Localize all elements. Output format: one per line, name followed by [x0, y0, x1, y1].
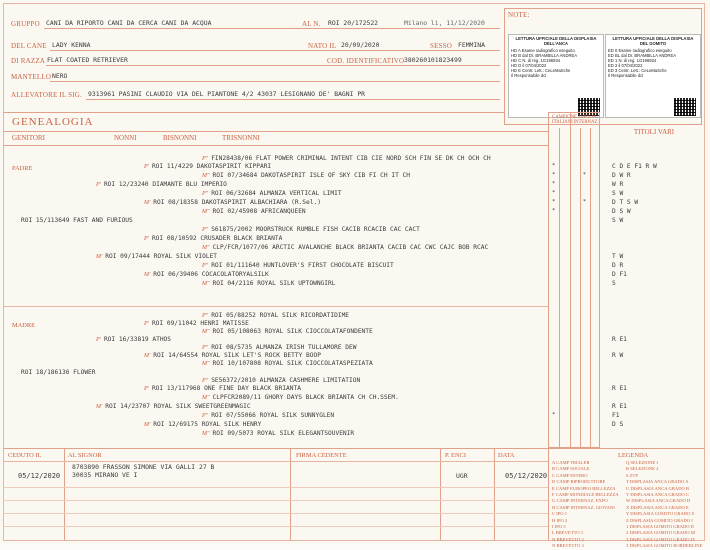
- legend-item: 3 DISPLASIA GOMITO GRADO IV: [626, 536, 696, 542]
- row-tag: M": [202, 395, 210, 401]
- legend-item: A CAMP TRIALER: [552, 460, 590, 465]
- legend-item: B CAMP SOCIALE: [552, 466, 590, 472]
- titoli-value: D S: [612, 421, 624, 428]
- elbow-stamp-line: ED 2 il 07/04/2022: [608, 63, 643, 68]
- pedigree-row: [144, 163, 692, 172]
- row-text: ROI 14/64554 ROYAL SILK LET'S ROCK BETTY BOOP: [153, 352, 321, 359]
- row-text: ROI 08/18358 DAKOTASPIRIT ALBACHIARA (R.Sel.): [153, 199, 321, 206]
- legend-item: 2 DISPLASIA GOMITO GRADO III: [626, 530, 696, 536]
- pedigree-row: [144, 235, 692, 244]
- titoli-value: S W: [612, 190, 624, 197]
- pedigree-row: [202, 244, 710, 253]
- ceduto-label: CEDUTO IL: [8, 452, 42, 459]
- cod-label: COD. IDENTIFICATIVO: [327, 57, 405, 65]
- row-tag: P": [202, 413, 209, 419]
- rule: [3, 526, 548, 527]
- legend-item: L BREVETTO 1: [552, 530, 584, 536]
- pedigree-row: [202, 172, 710, 181]
- row-tag: P": [202, 156, 209, 162]
- pedigree-row: [96, 253, 644, 262]
- row-tag: M": [202, 431, 210, 437]
- pedigree-row: [144, 271, 692, 280]
- titoli-value: C D E F1 R W: [612, 163, 657, 170]
- legend-item: H IPO 2: [552, 517, 568, 523]
- pedigree-row: [144, 199, 692, 208]
- row-text: ROI 09/17444 ROYAL SILK VIOLET: [105, 253, 218, 260]
- elbow-stamp-line: ED 3 Centr. Lett.: CeLeMaSche: [608, 68, 667, 73]
- legend-item: G CAMP INTERNAZ. EXPO: [552, 498, 608, 504]
- pedigree-row: [202, 412, 710, 421]
- row-tag: M": [202, 209, 210, 215]
- legend-item: Q SELEZIONE I: [626, 460, 658, 465]
- pedigree-row: [202, 394, 710, 403]
- row-text: ROI 01/111640 HUNTLOVER'S FIRST CHOCOLATE BISCUIT: [211, 262, 394, 269]
- rule: [3, 461, 548, 462]
- ceduto-value: 05/12/2020: [18, 472, 61, 480]
- row-tag: M': [96, 254, 103, 260]
- row-text: ROI 16/33819 ATHOS: [103, 336, 172, 343]
- pedigree-row: [96, 403, 644, 412]
- pedigree-row: [18, 217, 566, 226]
- hip-stamp-line: HD D il 07/04/2022: [511, 63, 547, 68]
- pedigree-row: [202, 190, 710, 199]
- legend-item: N BREVETTO 3: [552, 543, 584, 549]
- data-label: DATA: [498, 452, 515, 459]
- titoli-value: D F1: [612, 271, 627, 278]
- legend-right-column: [626, 460, 702, 550]
- row-text: ROI 05/108063 ROYAL SILK CIOCCOLATAFONDENTE: [212, 328, 373, 335]
- row-tag: P": [202, 191, 209, 197]
- row-text: ROI 07/55066 ROYAL SILK SUNNYGLEN: [211, 412, 335, 419]
- rule: [50, 81, 500, 82]
- rule: [3, 306, 548, 307]
- row-tag: P': [144, 236, 149, 242]
- legend-item: C CAMP ESTERO: [552, 472, 588, 478]
- row-tag: P": [202, 378, 209, 384]
- madre-label: MADRE: [12, 322, 36, 329]
- rule: [3, 448, 705, 449]
- row-text: S61875/2002 MOORSTRUCK RUMBLE FISH CACIB RCACIB CAC CACT: [211, 226, 420, 233]
- row-text: ROI 11/4229 DAKOTASPIRIT KIPPARI: [151, 163, 272, 170]
- elbow-stamp-line: Il Responsabile dcl: [608, 73, 644, 78]
- row-tag: M': [96, 404, 103, 410]
- campioni-mark: *: [552, 208, 556, 214]
- allevatore-label: ALLEVATORE IL SIG.: [11, 91, 82, 99]
- elbow-stamp-title: LETTURA UFFICIALE DELLA DISPLASIA DEL GOMITO: [612, 36, 694, 46]
- data-value: 05/12/2020: [505, 472, 548, 480]
- al-n-place: Milano li, 11/12/2020: [404, 19, 485, 27]
- rule: [548, 448, 549, 540]
- titoli-value: T W: [612, 253, 624, 260]
- titoli-value: F1: [612, 412, 620, 419]
- legend-item: 3 DISPLASIA GOMITO BORDERLINE: [626, 543, 703, 549]
- row-tag: M": [202, 245, 210, 251]
- legend-item: T DISPLASIA ANCA GRADO A: [626, 479, 689, 485]
- row-tag: P": [202, 345, 209, 351]
- row-text: SE56372/2010 ALMANZA CASHMERE LIMITATION: [211, 377, 361, 384]
- pedigree-row: [202, 280, 710, 289]
- hip-stamp-line: Il Responsabile dcl: [511, 73, 547, 78]
- nato-il-value: 20/09/2020: [341, 41, 380, 49]
- row-text: ROI 06/32684 ALMANZA VERTICAL LIMIT: [211, 190, 342, 197]
- padre-label: PADRE: [12, 165, 33, 172]
- row-text: ROI 08/5735 ALMANZA IRISH TULLAMORE DEW: [211, 344, 357, 351]
- al-n-label: AL N.: [302, 20, 321, 28]
- legend-item: Y DISPLASIA GOMITO GRADO 0: [626, 511, 694, 517]
- pedigree-row: [202, 208, 710, 217]
- signor-label: AL SIGNOR: [68, 452, 102, 459]
- row-text: ROI 12/23240 DIAMANTE BLU IMPERIO: [103, 181, 227, 188]
- legend-item: C IPO 1: [552, 511, 568, 517]
- row-tag: P': [96, 337, 101, 343]
- titoli-value: R E1: [612, 403, 627, 410]
- titoli-value: S: [612, 280, 616, 287]
- row-tag: M": [202, 329, 210, 335]
- row-tag: M': [144, 200, 151, 206]
- mantello-value: NERO: [52, 72, 68, 80]
- legend-item: Z DISPLASIA GOMITO GRADO I: [626, 517, 693, 523]
- row-tag: M": [202, 173, 210, 179]
- pedigree-row: [202, 262, 710, 271]
- penci-value: UGR: [456, 472, 468, 480]
- legend-item: N BREVETTO 2: [552, 536, 584, 542]
- legend-item: F CAMP MONDIALE BELLEZZA: [552, 492, 619, 498]
- row-text: ROI 15/113649 FAST AND FURIOUS: [21, 217, 133, 224]
- row-text: ROI 09/5073 ROYAL SILK ELEGANTSOUVENIR: [212, 430, 355, 437]
- del-cane-label: DEL CANE: [11, 42, 47, 50]
- rule: [3, 131, 548, 132]
- row-text: ROI 05/88252 ROYAL SILK RICORDATIDIME: [211, 312, 350, 319]
- row-text: ROI 14/23707 ROYAL SILK SWEETGREENMAGIC: [105, 403, 251, 410]
- legend-item: U DISPLASIA ANCA GRADO B: [626, 485, 690, 491]
- hip-stamp-line: HD B dal Dr. BRAMBILLA ANDREA: [511, 53, 578, 58]
- row-tag: P': [96, 182, 101, 188]
- titoli-value: D R: [612, 262, 624, 269]
- col-genitori: GENITORI: [12, 134, 45, 142]
- rule: [50, 50, 500, 51]
- row-tag: P": [202, 313, 209, 319]
- di-razza-value: FLAT COATED RETRIEVER: [47, 56, 128, 64]
- legend-item: W DISPLASIA ANCA GRADO D: [626, 498, 691, 504]
- signor-line2: 30035 MIRANO VE I: [72, 471, 138, 479]
- titoli-value: R W: [612, 352, 624, 359]
- titoli-value: D S W: [612, 208, 631, 215]
- titoli-value: D T S W: [612, 199, 639, 206]
- nato-il-label: NATO IL: [308, 42, 337, 50]
- titoli-value: R E1: [612, 385, 627, 392]
- campioni-mark: *: [552, 412, 556, 418]
- campioni-mark: *: [552, 181, 556, 187]
- legend-item: V DISPLASIA ANCA GRADO C: [626, 492, 689, 498]
- legenda-label: LEGENDA: [618, 452, 649, 459]
- row-tag: M": [202, 281, 210, 287]
- elbow-stamp-line: ED 1 N. di reg. 1G196934: [608, 58, 657, 63]
- row-text: ROI 08/10592 CRUSADER BLACK BRIANTA: [151, 235, 283, 242]
- pedigree-row: [96, 181, 644, 190]
- qr-code-icon: [674, 98, 696, 116]
- row-tag: P": [202, 227, 209, 233]
- row-text: ROI 18/186136 FLOWER: [21, 369, 96, 376]
- rule: [3, 145, 548, 146]
- legend-left-column: [552, 460, 619, 550]
- col-trisnonni: TRISNONNI: [222, 134, 260, 142]
- di-razza-label: DI RAZZA: [11, 57, 46, 65]
- row-tag: P": [202, 263, 209, 269]
- legend-item: D CAMP RIPRODUTTORE: [552, 479, 606, 485]
- gruppo-label: GRUPPO: [11, 20, 40, 28]
- pedigree-row: [202, 430, 710, 439]
- row-text: ROI 02/45908 AFRICANQUEEN: [212, 208, 306, 215]
- rule: [3, 513, 548, 514]
- rule: [3, 112, 504, 113]
- campioni-mark: *: [552, 190, 556, 196]
- pedigree-row: [144, 421, 692, 430]
- allevatore-value: 9313961 PASINI CLAUDIO VIA DEL PIANTONE 4/2 43037 LESIGNANO DE' BAGNI PR: [88, 90, 366, 98]
- legend-item: S ZTP: [626, 472, 638, 478]
- row-text: ROI 07/34684 DAKOTASPIRIT ISLE OF SKY CIB FI CH IT CH: [212, 172, 410, 179]
- hip-stamp-line: HD E Centr. Lett.: CeLeMaSche: [511, 68, 571, 73]
- legend-item: E CAMP EUROPEO BELLEZZA: [552, 485, 616, 491]
- row-text: ROI 06/39406 COCACOLATORYALSILK: [153, 271, 269, 278]
- row-tag: P': [144, 321, 149, 327]
- titoli-value: R E1: [612, 336, 627, 343]
- row-text: ROI 04/2116 ROYAL SILK UPTOWNGIRL: [212, 280, 336, 287]
- legend-item: X DISPLASIA ANCA GRADO E: [626, 504, 689, 510]
- row-tag: M": [202, 361, 210, 367]
- sesso-label: SESSO: [430, 42, 453, 50]
- titoli-value: D W R: [612, 172, 631, 179]
- rule: [44, 28, 500, 29]
- row-text: ROI 12/69175 ROYAL SILK HENRY: [153, 421, 262, 428]
- elbow-stamp-line: ED 0 Esame radiografico eseguito: [608, 48, 672, 53]
- mantello-label: MANTELLO: [11, 73, 52, 81]
- col-nonni: NONNI: [114, 134, 137, 142]
- al-n-value: ROI 20/172522: [328, 19, 379, 27]
- col-bisnonni: BISNONNI: [163, 134, 197, 142]
- campioni-italiani-label: CAMPIONI ITALIANI: [552, 115, 576, 125]
- row-text: CLP/FCR/1077/06 ARCTIC AVALANCHE BLACK BRIANTA CACIB CAC CWC CAJC BOB RCAC: [212, 244, 489, 251]
- campioni-mark: *: [552, 163, 556, 169]
- rule: [46, 65, 500, 66]
- row-tag: P': [144, 386, 149, 392]
- firma-label: FIRMA CEDENTE: [296, 452, 347, 459]
- hip-stamp-title: LETTURA UFFICIALE DELLA DISPLASIA DELL'ANCA: [515, 36, 597, 46]
- note-label: NOTE:: [508, 11, 530, 19]
- elbow-stamp-line: ED BL dal Dr. BRAMBILLA ANDREA: [608, 53, 677, 58]
- rule: [86, 99, 500, 100]
- row-tag: M': [144, 353, 151, 359]
- rule: [3, 500, 548, 501]
- pedigree-row: [144, 385, 692, 394]
- genealogia-title: GENEALOGIA: [12, 116, 94, 128]
- legend-item: I IPO 3: [552, 524, 566, 530]
- hip-stamp-line: HD A Esame radiografico eseguito: [511, 48, 575, 53]
- legend-item: 1 DISPLASIA GOMITO GRADO II: [626, 524, 694, 530]
- row-text: ROI 10/107808 ROYAL SILK CIOCCOLATASPEZIATA: [212, 360, 373, 367]
- campioni-mark: * *: [552, 199, 599, 205]
- row-text: ROI 09/11042 HENRI MATISSE: [151, 320, 249, 327]
- legend-item: H CAMP INTERNAZ. GIOVANI: [552, 504, 615, 510]
- campioni-internaz-label: CAMPIONI INTERNAZ.: [573, 115, 599, 125]
- campioni-mark: * *: [552, 172, 599, 178]
- cod-value: 380260101823499: [404, 56, 462, 64]
- gruppo-value: CANI DA RIPORTO CANI DA CERCA CANI DA ACQUA: [46, 19, 212, 27]
- signor-line1: 8703890 FRASSON SIMONE VIA GALLI 27 B: [72, 463, 215, 471]
- row-tag: M': [144, 272, 151, 278]
- legend-item: R SELEZIONE 2: [626, 466, 659, 472]
- row-tag: P': [144, 164, 149, 170]
- titoli-value: W R: [612, 181, 624, 188]
- rule: [3, 487, 548, 488]
- pedigree-row: [202, 226, 710, 235]
- row-text: CLPFCR2089/11 GHORY DAYS BLACK BRIANTA CH CH.SSEM.: [212, 394, 399, 401]
- pedigree-row: [202, 360, 710, 369]
- titoli-value: S W: [612, 217, 624, 224]
- row-text: FIN28438/06 FLAT POWER CRIMINAL INTENT CIB CIE NORD SCH FIN SE DK CH OCH CH: [211, 155, 491, 162]
- row-tag: M': [144, 422, 151, 428]
- del-cane-value: LADY KENNA: [52, 41, 91, 49]
- penci-label: P. ENCI: [445, 452, 466, 459]
- hip-stamp-line: HD C N. di reg. 1G196934: [511, 58, 561, 63]
- sesso-value: FEMMINA: [458, 41, 485, 49]
- row-text: ROI 13/117968 ONE FINE DAY BLACK BRIANTA: [151, 385, 301, 392]
- titoli-vari-label: TITOLI VARI: [633, 128, 675, 136]
